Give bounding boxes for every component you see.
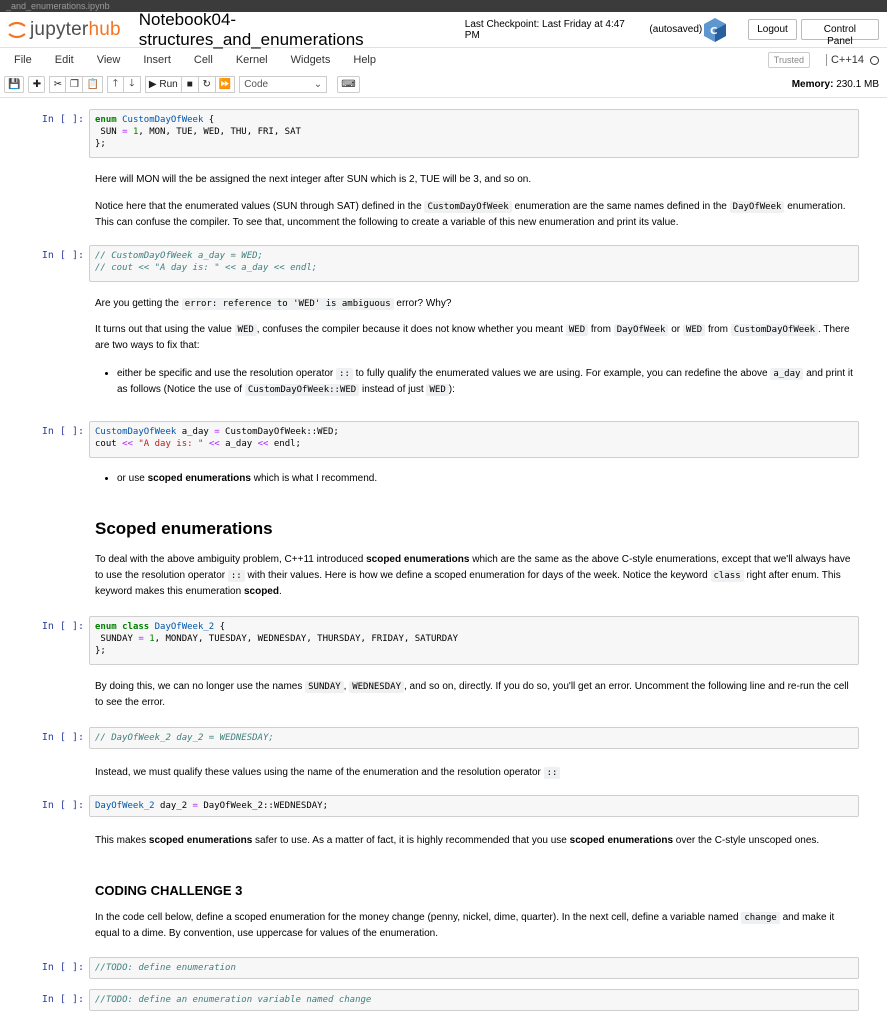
- run-label: Run: [159, 79, 178, 90]
- svg-text:C: C: [710, 25, 718, 37]
- inline-code: SUNDAY: [305, 681, 344, 693]
- code-line: SUN = 1, MON, TUE, WED, THU, FRI, SAT: [95, 127, 301, 137]
- code-editor[interactable]: [89, 109, 859, 158]
- md-text: error? Why?: [393, 298, 452, 309]
- md-text: Notice here that the enumerated values (SUN through SAT) defined in the: [95, 201, 425, 212]
- md-text: or: [668, 324, 683, 335]
- md-text: to fully qualify the enumerated values we are using. For example, you can redefine the above: [352, 368, 771, 379]
- menu-insert[interactable]: Insert: [143, 54, 171, 66]
- inline-code: ::: [336, 368, 353, 380]
- notebook-name[interactable]: Notebook04-structures_and_enumerations: [138, 9, 364, 49]
- input-prompt: In [ ]:: [41, 621, 84, 632]
- code-line: };: [95, 646, 106, 656]
- memory-value: 230.1 MB: [836, 79, 879, 90]
- jupyter-orbit-icon: [6, 19, 28, 41]
- md-text: ,: [343, 681, 350, 692]
- autosave-status: (autosaved): [649, 24, 703, 35]
- run-button[interactable]: [145, 76, 182, 93]
- code-editor[interactable]: [89, 616, 859, 665]
- markdown-cell: [95, 679, 855, 711]
- md-text: In the code cell below, define a scoped enumeration for the money change (penny, nickel, dime, quarter). In the next cell, define a variable named: [95, 912, 742, 923]
- code-line: enum CustomDayOfWeek {: [95, 115, 215, 125]
- markdown-cell: [95, 172, 855, 188]
- trusted-badge[interactable]: Trusted: [768, 52, 810, 68]
- markdown-cell: [95, 322, 855, 354]
- stop-icon[interactable]: ■: [182, 76, 199, 93]
- list-item: [117, 471, 855, 487]
- menu-widgets[interactable]: Widgets: [290, 54, 331, 66]
- md-text: safer to use. As a matter of fact, it is highly recommended that you use: [252, 835, 570, 846]
- md-text: and make it equal to a dime. By convention, use uppercase for values of the enumeration.: [95, 912, 835, 939]
- markdown-cell: [95, 296, 855, 312]
- md-text: which is what I recommend.: [250, 473, 378, 484]
- md-text: enumeration are the same names defined in the: [511, 201, 730, 212]
- code-line: SUNDAY = 1, MONDAY, TUESDAY, WEDNESDAY, THURSDAY, FRIDAY, SATURDAY: [95, 634, 459, 644]
- md-text: which are the same as the above C-style enumerations, except that we'll always have to use the resolution operator: [95, 554, 851, 581]
- code-editor[interactable]: [89, 245, 859, 282]
- md-bold: scoped enumerations: [569, 835, 674, 846]
- cell-type-select[interactable]: [239, 76, 327, 93]
- menu-file[interactable]: File: [14, 54, 32, 66]
- code-line: cout << "A day is: " << a_day << endl;: [95, 439, 301, 449]
- inline-code: change: [741, 912, 780, 924]
- inline-code: class: [711, 570, 744, 582]
- inline-code: CustomDayOfWeek::WED: [245, 384, 359, 396]
- input-prompt: In [ ]:: [41, 114, 84, 125]
- md-text: To deal with the above ambiguity problem, C++11 introduced: [95, 554, 367, 565]
- window-tab-title: _and_enumerations.ipynb: [6, 1, 110, 11]
- markdown-cell: [95, 765, 855, 781]
- markdown-cell: [95, 552, 855, 600]
- move-down-icon[interactable]: 🡓: [124, 76, 141, 93]
- menu-help[interactable]: Help: [353, 54, 376, 66]
- toolbar: [0, 72, 887, 98]
- md-bold: scoped enumerations: [366, 554, 470, 565]
- input-prompt: In [ ]:: [41, 994, 84, 1005]
- run-icon: ▶: [148, 79, 160, 90]
- md-text: over the C-style unscoped ones.: [673, 835, 820, 846]
- md-text: Instead, we must qualify these values using the name of the enumeration and the resolution operator: [95, 767, 544, 778]
- kernel-name[interactable]: C++14: [826, 54, 864, 66]
- inline-code: CustomDayOfWeek: [731, 324, 818, 336]
- logout-button[interactable]: Logout: [748, 19, 797, 40]
- section-heading: Scoped enumerations: [95, 519, 273, 538]
- logo-text-jupyter: jupyter: [30, 18, 89, 40]
- code-line: DayOfWeek_2 day_2 = DayOfWeek_2::WEDNESDAY;: [95, 801, 329, 811]
- list-item: [117, 366, 855, 398]
- menu-edit[interactable]: Edit: [54, 54, 74, 66]
- menubar: [0, 48, 887, 72]
- code-editor[interactable]: [89, 727, 859, 749]
- inline-code: WED: [566, 324, 588, 336]
- logo-text-hub: hub: [88, 18, 121, 40]
- inline-code: WED: [683, 324, 705, 336]
- md-text: By doing this, we can no longer use the names: [95, 681, 306, 692]
- inline-code: CustomDayOfWeek: [424, 201, 511, 213]
- md-bold: scoped enumerations: [148, 835, 253, 846]
- code-editor[interactable]: [89, 989, 859, 1011]
- input-prompt: In [ ]:: [41, 732, 84, 743]
- control-panel-button[interactable]: Control Panel: [801, 19, 879, 40]
- md-text: . There are two ways to fix that:: [95, 324, 850, 351]
- add-cell-icon[interactable]: ✚: [28, 76, 45, 93]
- markdown-cell: [95, 366, 855, 398]
- md-text: Here will MON will the be assigned the next integer after SUN which is 2, TUE will be 3, and so on.: [95, 174, 532, 185]
- markdown-cell: [95, 833, 855, 849]
- md-text: with their values. Here is how we define a scoped enumeration for days of the week. Notice the keyword: [244, 570, 711, 581]
- code-editor[interactable]: [89, 421, 859, 458]
- md-text: This makes: [95, 835, 149, 846]
- markdown-cell: [95, 471, 855, 487]
- md-text: .: [278, 586, 282, 597]
- md-text: enumeration. This can confuse the compiler. To see that, uncomment the following to create a variable of this new enumeration and print its value.: [95, 201, 846, 228]
- inline-code: ::: [544, 767, 561, 779]
- md-text: , and so on, directly. If you do so, you'll get an error. Uncomment the following line and re-run the cell to see the error.: [95, 681, 849, 708]
- markdown-cell: [95, 883, 855, 899]
- md-text: Are you getting the: [95, 298, 182, 309]
- cut-icon[interactable]: ✂: [49, 76, 66, 93]
- md-text: ):: [448, 384, 455, 395]
- fast-forward-icon[interactable]: ⏩: [216, 76, 235, 93]
- input-prompt: In [ ]:: [41, 800, 84, 811]
- jupyterhub-logo[interactable]: [6, 19, 121, 41]
- inline-code: ::: [228, 570, 245, 582]
- code-editor[interactable]: [89, 795, 859, 817]
- copy-icon[interactable]: ❐: [66, 76, 83, 93]
- move-up-icon[interactable]: 🡑: [107, 76, 124, 93]
- bullet-list: [95, 366, 855, 398]
- markdown-cell: [95, 199, 855, 231]
- code-line: //TODO: define enumeration: [95, 963, 236, 973]
- jupyter-header: [0, 9, 887, 49]
- md-text: from: [588, 324, 614, 335]
- md-bold: scoped: [243, 586, 279, 597]
- md-text: , confuses the compiler because it does not know whether you meant: [256, 324, 566, 335]
- kernel-idle-indicator-icon: [870, 56, 879, 65]
- md-bold: scoped enumerations: [147, 473, 251, 484]
- inline-code: WEDNESDAY: [349, 681, 404, 693]
- markdown-cell: [95, 910, 855, 942]
- memory-label: Memory:: [791, 79, 834, 90]
- restart-icon[interactable]: ↻: [199, 76, 216, 93]
- bullet-list: [95, 471, 855, 487]
- menu-cell[interactable]: Cell: [193, 54, 213, 66]
- md-text: or use: [117, 473, 148, 484]
- inline-code: DayOfWeek: [614, 324, 669, 336]
- code-line: // DayOfWeek_2 day_2 = WEDNESDAY;: [95, 733, 274, 743]
- markdown-cell: [95, 521, 855, 537]
- keyboard-icon[interactable]: ⌨: [337, 76, 359, 93]
- md-text: right after enum. This keyword makes this enumeration: [95, 570, 841, 597]
- menu-view[interactable]: View: [96, 54, 121, 66]
- cpp-kernel-logo-icon: [702, 17, 728, 43]
- memory-usage: [792, 79, 879, 90]
- inline-code: a_day: [770, 368, 803, 380]
- inline-code: WED: [426, 384, 448, 396]
- code-line: // CustomDayOfWeek a_day = WED;: [95, 251, 263, 261]
- md-text: and print it as follows (Notice the use of: [117, 368, 853, 395]
- menu-kernel[interactable]: Kernel: [235, 54, 268, 66]
- section-heading: CODING CHALLENGE 3: [95, 883, 243, 898]
- code-line: //TODO: define an enumeration variable named change: [95, 995, 372, 1005]
- code-line: CustomDayOfWeek a_day = CustomDayOfWeek::WED;: [95, 427, 339, 437]
- input-prompt: In [ ]:: [41, 426, 84, 437]
- paste-icon[interactable]: 📋: [83, 76, 102, 93]
- cell-type-value: Code: [244, 79, 269, 90]
- code-line: };: [95, 139, 106, 149]
- code-editor[interactable]: [89, 957, 859, 979]
- inline-code: WED: [235, 324, 257, 336]
- md-text: It turns out that using the value: [95, 324, 235, 335]
- md-text: either be specific and use the resolution operator: [117, 368, 337, 379]
- code-line: // cout << "A day is: " << a_day << endl;: [95, 263, 318, 273]
- chevron-down-icon: ⌄: [313, 79, 323, 90]
- input-prompt: In [ ]:: [41, 962, 84, 973]
- md-text: instead of just: [359, 384, 427, 395]
- code-line: enum class DayOfWeek_2 {: [95, 622, 226, 632]
- save-icon[interactable]: 💾: [4, 76, 24, 93]
- input-prompt: In [ ]:: [41, 250, 84, 261]
- inline-code: DayOfWeek: [730, 201, 785, 213]
- last-checkpoint: Last Checkpoint: Last Friday at 4:47 PM: [464, 18, 625, 41]
- md-text: from: [705, 324, 731, 335]
- inline-code: error: reference to 'WED' is ambiguous: [182, 298, 394, 310]
